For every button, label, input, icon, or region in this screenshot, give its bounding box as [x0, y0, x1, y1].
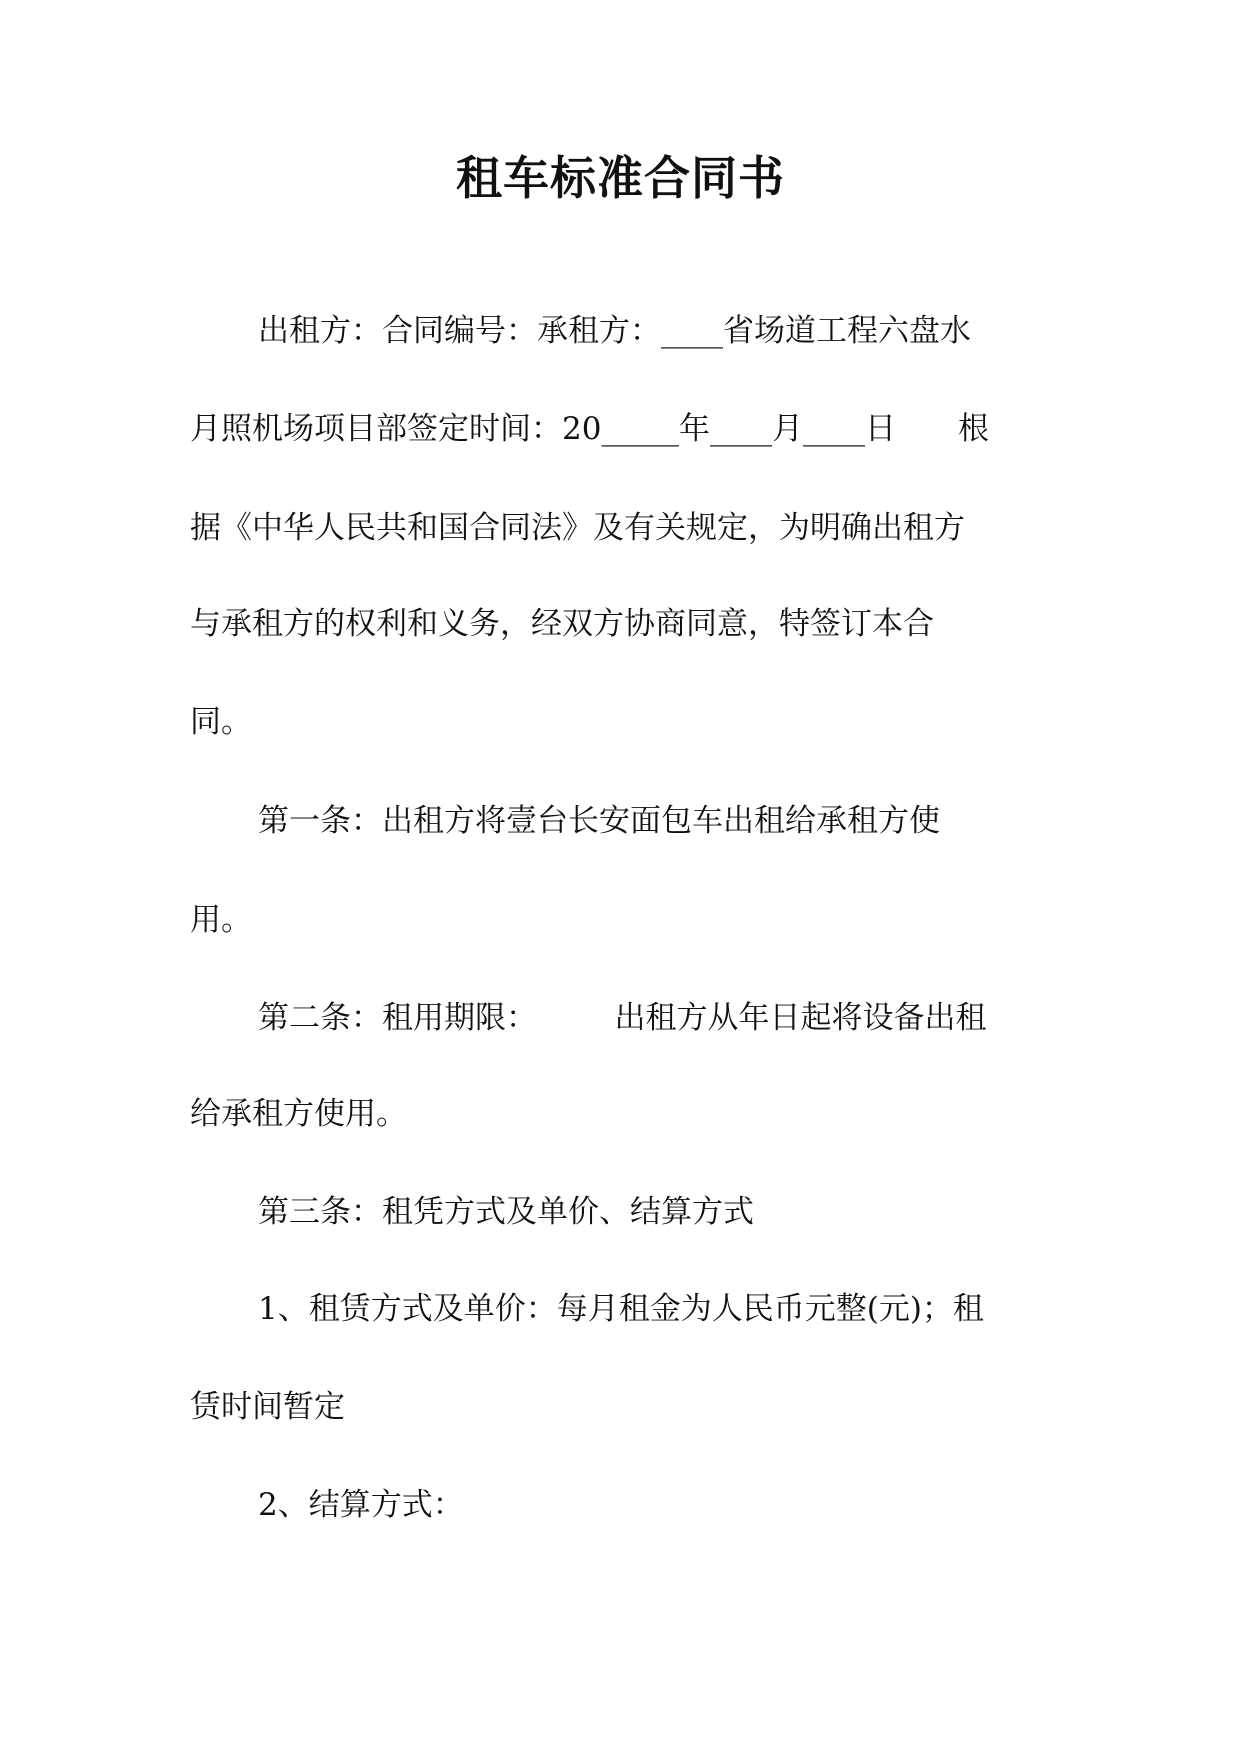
contract-line-3: 据《中华人民共和国合同法》及有关规定，为明确出租方 — [190, 510, 965, 546]
article-two-line-1: 第二条：租用期限： 出租方从年日起将设备出租 — [258, 1000, 987, 1036]
rental-price-line-1: 1、租赁方式及单价：每月租金为人民币元整(元)；租 — [258, 1291, 984, 1327]
rental-price-line-2: 赁时间暂定 — [190, 1389, 345, 1425]
article-three-heading: 第三条：租凭方式及单价、结算方式 — [258, 1194, 754, 1230]
contract-line-1: 出租方：合同编号：承租方：____省场道工程六盘水 — [258, 313, 971, 349]
document-title: 租车标准合同书 — [456, 151, 785, 205]
article-one-line-1: 第一条：出租方将壹台长安面包车出租给承租方使 — [258, 803, 940, 839]
settlement-method-line: 2、结算方式： — [258, 1487, 464, 1523]
article-one-line-2: 用。 — [190, 902, 252, 938]
article-two-line-2: 给承租方使用。 — [190, 1096, 407, 1132]
contract-line-4: 与承租方的权利和义务，经双方协商同意，特签订本合 — [190, 606, 934, 642]
contract-line-2: 月照机场项目部签定时间：20_____年____月____日 根 — [190, 411, 989, 447]
contract-line-5: 同。 — [190, 704, 252, 740]
